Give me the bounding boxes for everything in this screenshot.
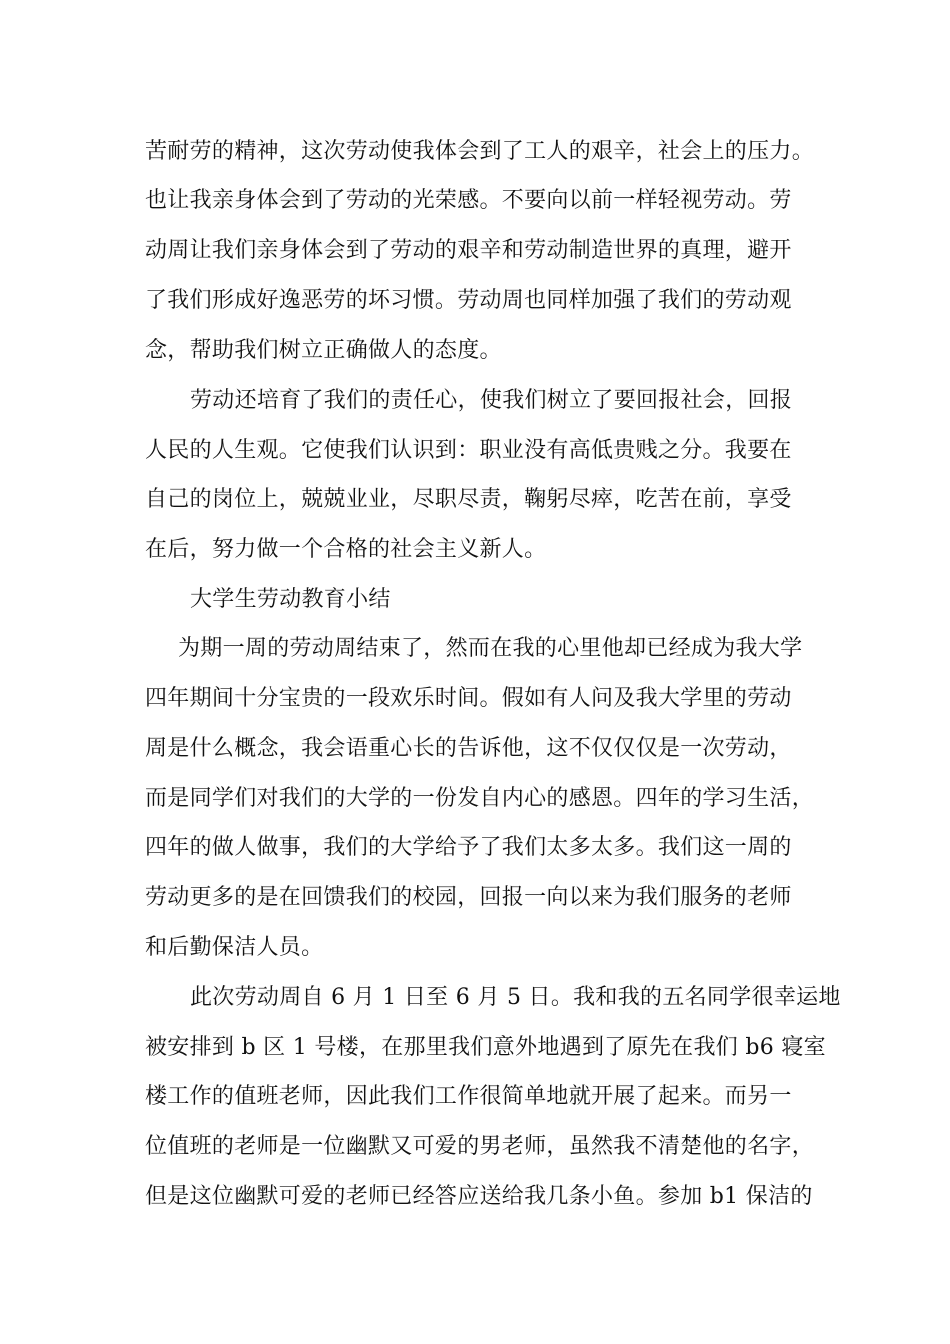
text-line: 四年期间十分宝贵的一段欢乐时间。假如有人问及我大学里的劳动 xyxy=(145,686,792,711)
text-line: 但是这位幽默可爱的老师已经答应送给我几条小鱼。参加 b1 保洁的 xyxy=(145,1184,813,1209)
text-line: 和后勤保洁人员。 xyxy=(145,935,324,960)
text-line: 周是什么概念，我会语重心长的告诉他，这不仅仅仅是一次劳动， xyxy=(145,736,792,761)
text-line: 人民的人生观。它使我们认识到：职业没有高低贵贱之分。我要在 xyxy=(145,438,792,463)
text-line: 劳动更多的是在回馈我们的校园，回报一向以来为我们服务的老师 xyxy=(145,885,792,910)
text-line: 自己的岗位上，兢兢业业，尽职尽责，鞠躬尽瘁，吃苦在前，享受 xyxy=(145,487,792,512)
text-line: 为期一周的劳动周结束了，然而在我的心里他却已经成为我大学 xyxy=(178,636,803,661)
text-line: 苦耐劳的精神，这次劳动使我体会到了工人的艰辛，社会上的压力。 xyxy=(145,139,815,164)
text-line: 四年的做人做事，我们的大学给予了我们太多太多。我们这一周的 xyxy=(145,835,792,860)
text-line: 也让我亲身体会到了劳动的光荣感。不要向以前一样轻视劳动。劳 xyxy=(145,188,792,213)
text-line: 而是同学们对我们的大学的一份发自内心的感恩。四年的学习生活， xyxy=(145,786,815,811)
text-line: 位值班的老师是一位幽默又可爱的男老师，虽然我不清楚他的名字， xyxy=(145,1134,815,1159)
text-line: 在后，努力做一个合格的社会主义新人。 xyxy=(145,537,547,562)
section-heading: 大学生劳动教育小结 xyxy=(190,587,391,612)
text-line: 此次劳动周自 6 月 1 日至 6 月 5 日。我和我的五名同学很幸运地 xyxy=(190,985,841,1010)
text-line: 楼工作的值班老师，因此我们工作很简单地就开展了起来。而另一 xyxy=(145,1084,792,1109)
text-line: 劳动还培育了我们的责任心，使我们树立了要回报社会，回报 xyxy=(190,388,793,413)
text-line: 被安排到 b 区 1 号楼，在那里我们意外地遇到了原先在我们 b6 寝室 xyxy=(145,1035,826,1060)
text-line: 动周让我们亲身体会到了劳动的艰辛和劳动制造世界的真理，避开 xyxy=(145,238,792,263)
text-line: 念，帮助我们树立正确做人的态度。 xyxy=(145,338,502,363)
text-line: 了我们形成好逸恶劳的坏习惯。劳动周也同样加强了我们的劳动观 xyxy=(145,288,792,313)
